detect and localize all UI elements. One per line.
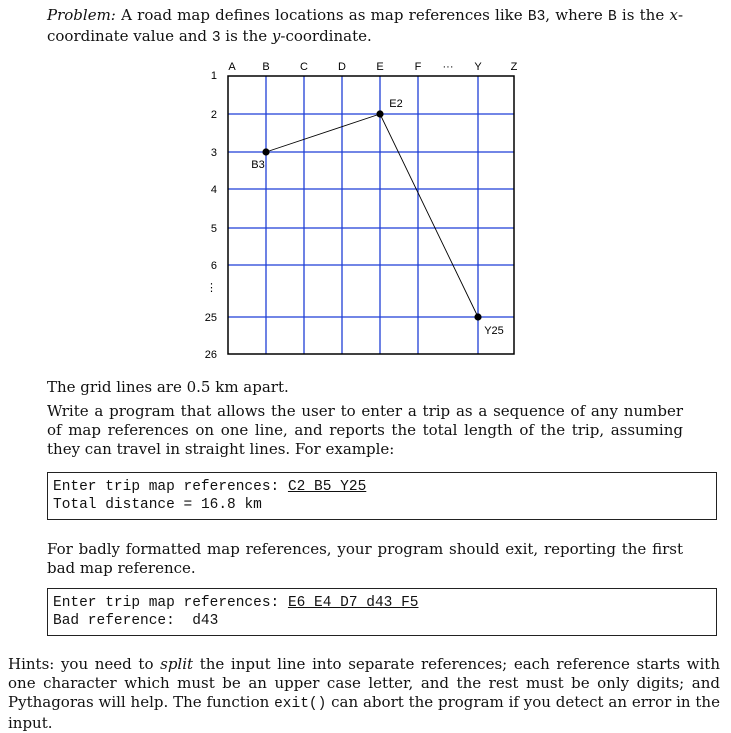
column-label: C bbox=[300, 61, 308, 73]
hints-text: Hints: you need to bbox=[8, 655, 161, 673]
column-labels bbox=[228, 61, 517, 73]
point-label: Y25 bbox=[484, 325, 504, 337]
row-label: ⋮ bbox=[206, 282, 217, 294]
row-label: 25 bbox=[204, 312, 217, 324]
column-label: E bbox=[376, 61, 384, 73]
example-session-2 bbox=[47, 588, 717, 636]
route-lines bbox=[266, 114, 478, 317]
row-label: 6 bbox=[210, 260, 217, 272]
map-frame bbox=[228, 76, 514, 354]
hints bbox=[8, 655, 720, 733]
x-variable: x bbox=[669, 6, 678, 24]
row-labels bbox=[205, 70, 217, 361]
output-label: Bad reference: bbox=[53, 613, 193, 629]
exit-function: exit() bbox=[274, 696, 327, 712]
map-point bbox=[474, 313, 481, 320]
map-point bbox=[376, 110, 383, 117]
point-label: E2 bbox=[389, 98, 403, 110]
column-label: B bbox=[262, 61, 270, 73]
column-letter: B bbox=[607, 9, 617, 25]
example-reference: B3 bbox=[527, 9, 546, 25]
grid-lines bbox=[228, 76, 514, 354]
route-segment bbox=[266, 114, 380, 152]
hints-text: the input line into separate references; each reference starts with one character which must be an upper case letter, and the rest must be only digits; and Pythagoras will help. The function bbox=[8, 655, 720, 711]
column-label: Y bbox=[474, 61, 482, 73]
task-description: Write a program that allows the user to enter a trip as a sequence of any number of map references on one line, and reports the total length of the trip, assuming they can travel in straight lines. For example: bbox=[47, 402, 683, 458]
problem-text: A road map defines locations as map references like bbox=[115, 6, 528, 24]
row-number: 3 bbox=[211, 30, 221, 46]
y-variable: y bbox=[271, 27, 281, 45]
column-label: Z bbox=[510, 61, 518, 73]
input-prompt: Enter trip map references: bbox=[53, 479, 288, 495]
problem-text: is the bbox=[220, 27, 272, 45]
row-label: 2 bbox=[210, 109, 217, 121]
problem-text: , where bbox=[545, 6, 608, 24]
problem-text: -coordinate value and bbox=[47, 6, 684, 45]
map-points bbox=[251, 98, 504, 337]
problem-label: Problem: bbox=[47, 6, 116, 24]
column-label: F bbox=[414, 61, 422, 73]
map-point bbox=[262, 148, 269, 155]
row-label: 3 bbox=[210, 147, 217, 159]
output-label: Total distance = bbox=[53, 497, 201, 513]
input-prompt: Enter trip map references: bbox=[53, 595, 288, 611]
user-input: C2 B5 Y25 bbox=[287, 479, 367, 495]
row-label: 5 bbox=[210, 223, 217, 235]
hints-text: can abort the program if you detect an error in the input. bbox=[8, 693, 720, 732]
example-session-1 bbox=[47, 472, 717, 520]
output-value: 16.8 km bbox=[200, 497, 262, 513]
column-label: A bbox=[228, 61, 236, 73]
problem-text: -coordinate. bbox=[280, 27, 372, 45]
bad-reference-description: For badly formatted map references, your program should exit, reporting the first bad map reference. bbox=[47, 540, 683, 577]
row-label: 4 bbox=[210, 184, 217, 196]
column-label: D bbox=[338, 61, 346, 73]
user-input: E6 E4 D7 d43 F5 bbox=[287, 595, 419, 611]
output-value: d43 bbox=[192, 613, 219, 629]
problem-text: is the bbox=[616, 6, 670, 24]
grid-spacing-note: The grid lines are 0.5 km apart. bbox=[47, 378, 289, 396]
point-label: B3 bbox=[251, 159, 265, 171]
row-label: 1 bbox=[210, 70, 217, 82]
route-segment bbox=[380, 114, 478, 317]
row-label: 26 bbox=[204, 349, 217, 361]
split-term: split bbox=[160, 655, 194, 673]
column-label: ··· bbox=[442, 61, 454, 73]
